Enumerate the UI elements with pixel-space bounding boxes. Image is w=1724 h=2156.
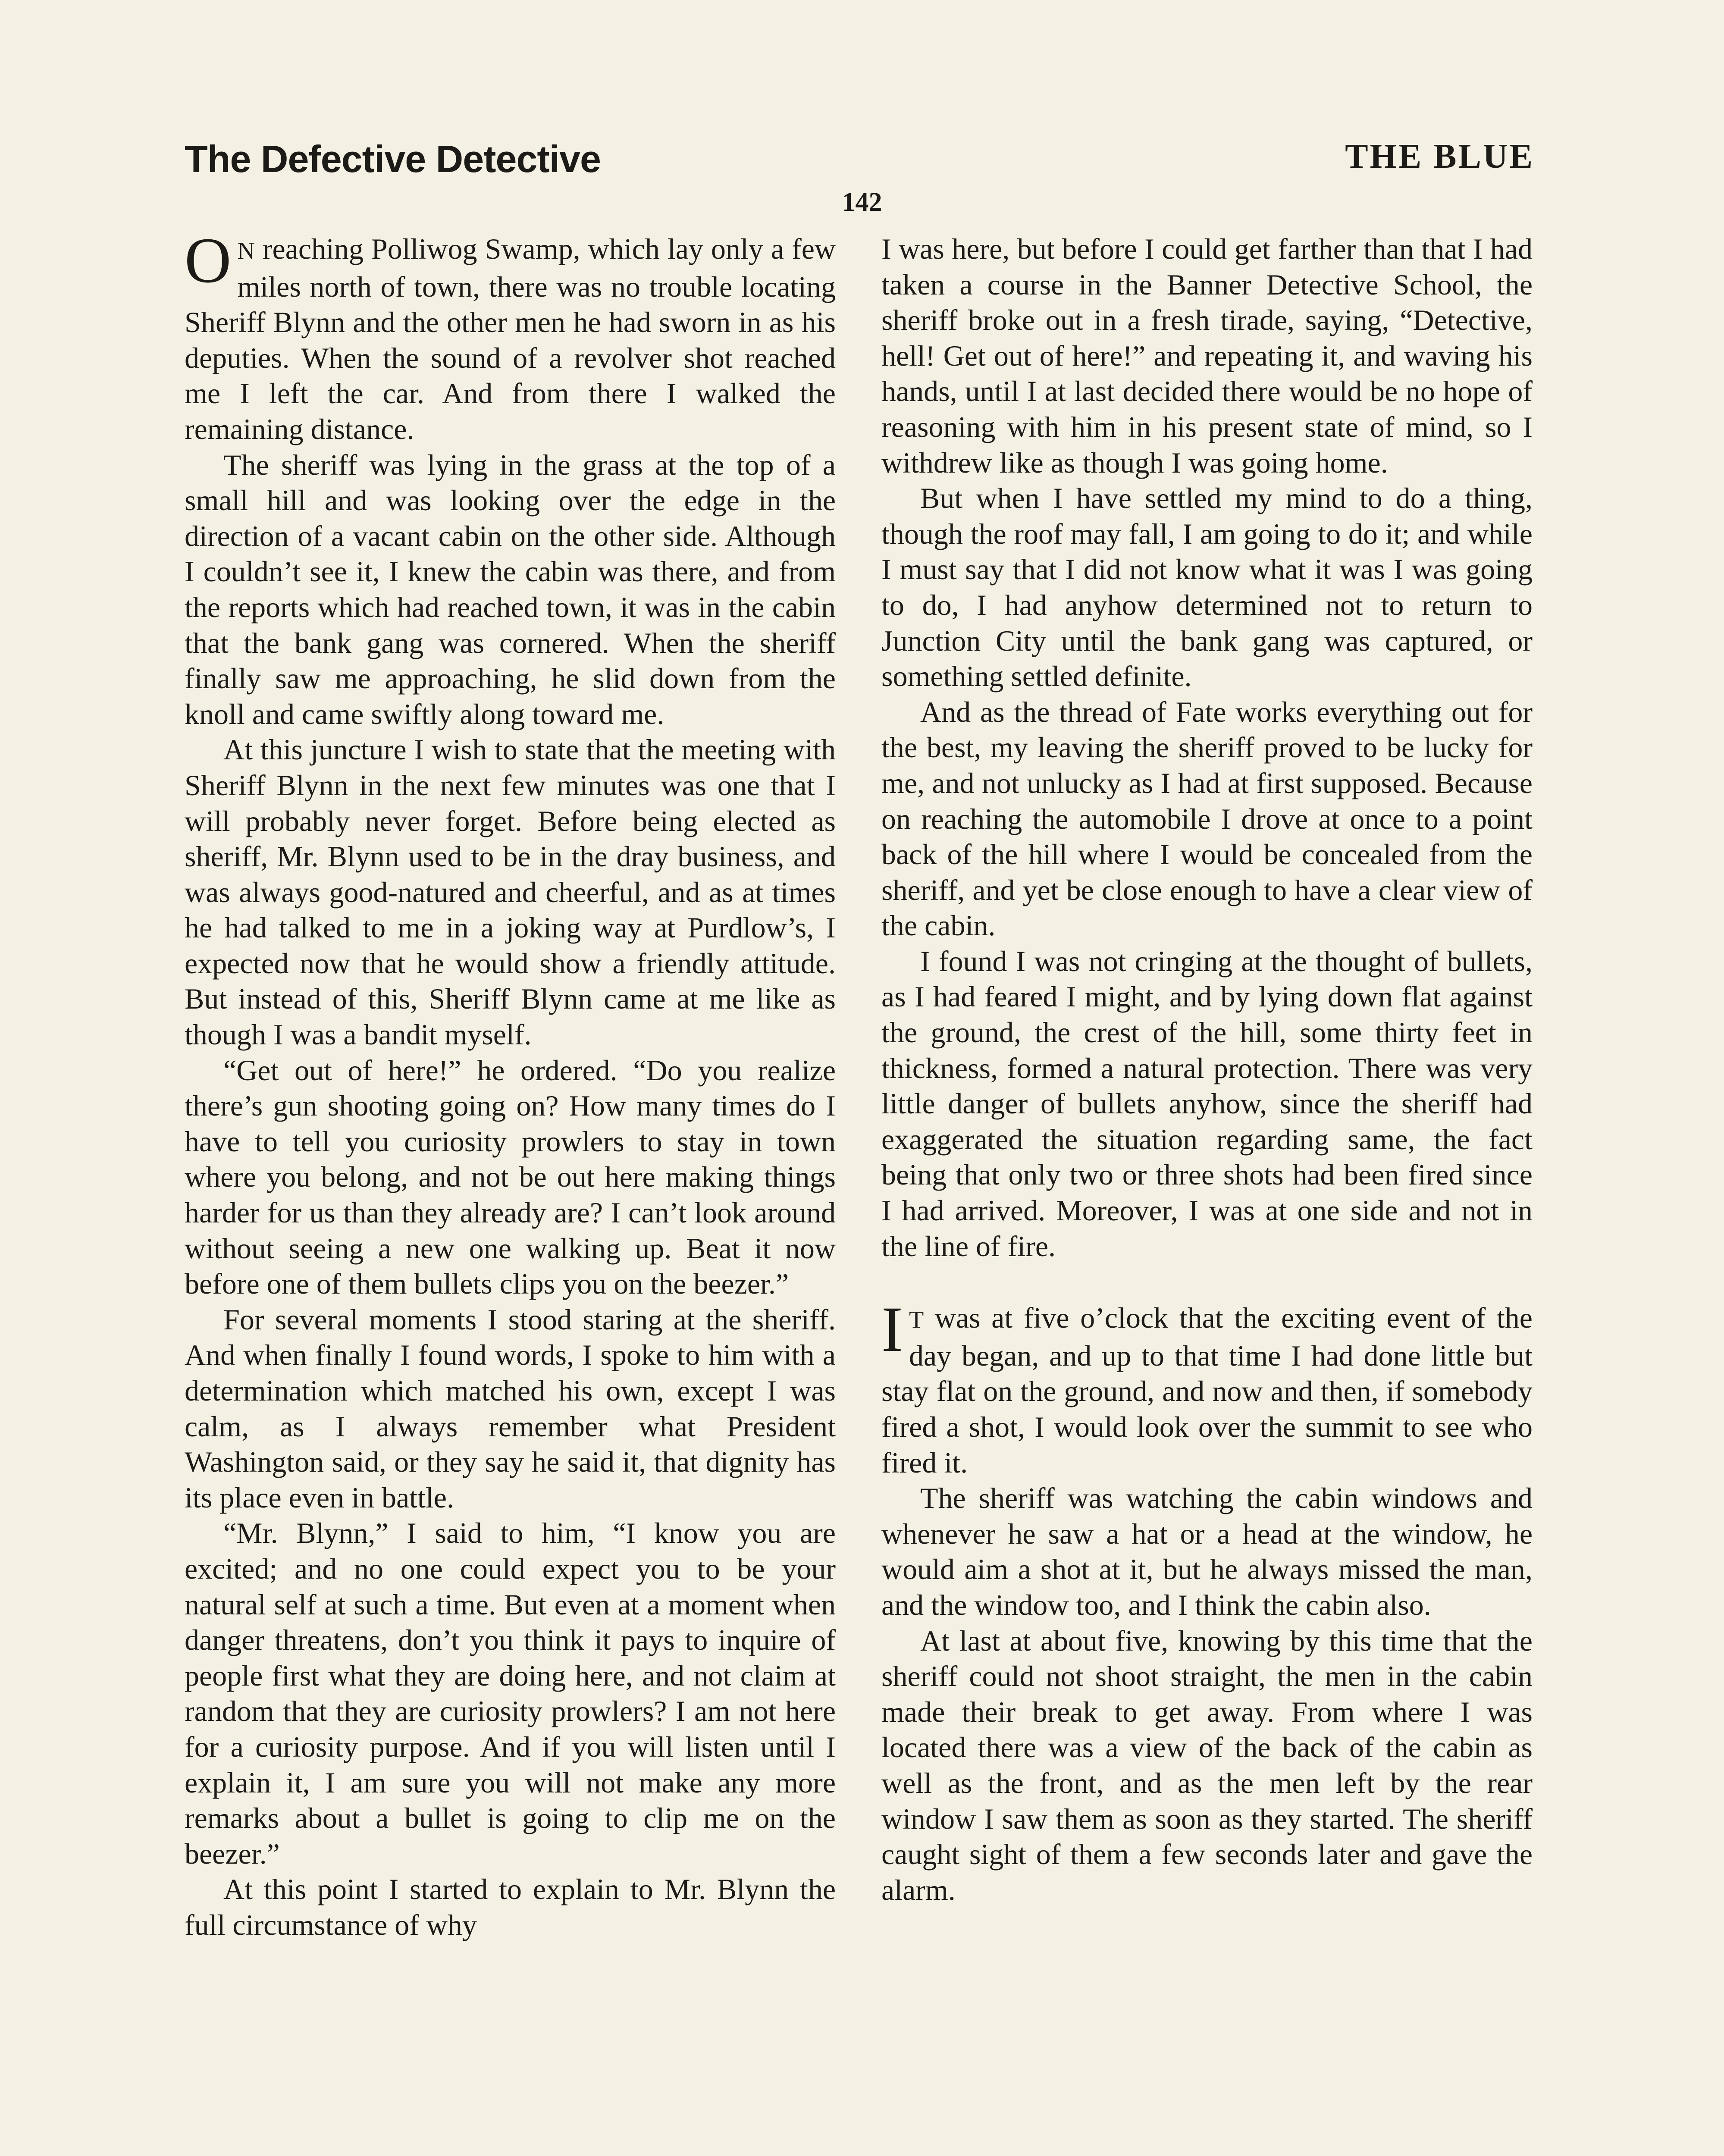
lead-in-text: N	[237, 238, 255, 264]
paragraph: At this juncture I wish to state that the meeting with Sheriff Blynn in the next few minutes was one that I will probably never forget. Before being elected as sheriff, Mr. Blynn used to be in the dray business, and was always good-natured and cheerful, and as at times he had talked to me in a joking way at Purdlow’s, I expected now that he would show a friendly attitude. But instead of this, Sheriff Blynn came at me like as though I was a bandit myself.	[185, 733, 836, 1051]
left-text-column	[185, 225, 836, 1943]
paragraph	[881, 1294, 1533, 1480]
paragraph-text: reaching Polliwog Swamp, which lay only a few miles north of town, there was no trouble locating Sheriff Blynn and the other men he had sworn in as his deputies. When the sound of a revolver shot reached me I left the car. And from there I walked the remaining distance.	[185, 232, 836, 445]
paragraph: At last at about five, knowing by this time that the sheriff could not shoot straight, the men in the cabin made their break to get away. From where I was located there was a view of the back of the cabin as well as the front, and as the men left by the rear window I saw them as soon as they started. The sheriff caught sight of them a few seconds later and gave the alarm.	[881, 1624, 1533, 1906]
paragraph: For several moments I stood staring at the sheriff. And when finally I found words, I spoke to him with a determination which matched his own, except I was calm, as I always remember what President Washington said, or they say he said it, that dignity has its place even in battle.	[185, 1303, 836, 1514]
section-break	[881, 1264, 1533, 1300]
paragraph: The sheriff was watching the cabin windows and whenever he saw a hat or a head at the window, he would aim a shot at it, but he always missed the man, and the window too, and I think the cabin also.	[881, 1482, 1533, 1621]
paragraph: I found I was not cringing at the thought of bullets, as I had feared I might, and by lying down flat against the ground, the crest of the hill, some thirty feet in thickness, formed a natural protection. There was very little danger of bullets anyhow, since the sheriff had exaggerated the situation regarding same, the fact being that only two or three shots had been fired since I had arrived. Moreover, I was at one side and not in the line of fire.	[881, 944, 1533, 1263]
paragraph: I was here, but before I could get farther than that I had taken a course in the Banner Detective School, the sheriff broke out in a fresh tirade, saying, “Detective, hell! Get out of here!” and repeating it, and waving his hands, until I at last decided there would be no hope of reasoning with him in his present state of mind, so I withdrew like as though I was going home.	[881, 232, 1533, 479]
drop-cap: I	[881, 1294, 903, 1366]
paragraph: “Get out of here!” he ordered. “Do you realize there’s gun shooting going on? How many times do I have to tell you curiosity prowlers to stay in town where you belong, and not be out here making things harder for us than they already are? I can’t look around without seeing a new one walking up. Beat it now before one of them bullets clips you on the beezer.”	[185, 1053, 836, 1300]
paragraph	[185, 225, 836, 447]
drop-cap: O	[185, 225, 232, 296]
page-number: 142	[842, 188, 882, 217]
magazine-section-title: THE BLUE	[1345, 138, 1534, 175]
right-text-column	[881, 231, 1533, 1908]
lead-in-text: T	[909, 1307, 924, 1334]
paragraph: “Mr. Blynn,” I said to him, “I know you are excited; and no one could expect you to be your natural self at such a time. But even at a moment when danger threatens, don’t you think it pays to inquire of people first what they are doing here, and not claim at random that they are curiosity prowlers? I am not here for a curiosity purpose. And if you will listen until I explain it, I am sure you will not make any more remarks about a bullet is going to clip me on the beezer.”	[185, 1517, 836, 1870]
story-title: The Defective Detective	[185, 138, 601, 180]
paragraph: And as the thread of Fate works everything out for the best, my leaving the sheriff proved to be lucky for me, and not unlucky as I had at first supposed. Because on reaching the automobile I drove at once to a point back of the hill where I would be concealed from the sheriff, and yet be close enough to have a clear view of the cabin.	[881, 695, 1533, 942]
paragraph: But when I have settled my mind to do a thing, though the roof may fall, I am going to do it; and while I must say that I did not know what it was I was going to do, I had anyhow determined not to return to Junction City until the bank gang was captured, or something settled definite.	[881, 482, 1533, 693]
paragraph: At this point I started to explain to Mr. Blynn the full circumstance of why	[185, 1873, 836, 1941]
paragraph-text: was at five o’clock that the exciting event of the day began, and up to that time I had done little but stay flat on the ground, and now and then, if somebody fired a shot, I would look over the summit to see who fired it.	[881, 1301, 1533, 1479]
paragraph: The sheriff was lying in the grass at the top of a small hill and was looking over the edge in the direction of a vacant cabin on the other side. Although I couldn’t see it, I knew the cabin was there, and from the reports which had reached town, it was in the cabin that the bank gang was cornered. When the sheriff finally saw me approaching, he slid down from the knoll and came swiftly along toward me.	[185, 448, 836, 730]
